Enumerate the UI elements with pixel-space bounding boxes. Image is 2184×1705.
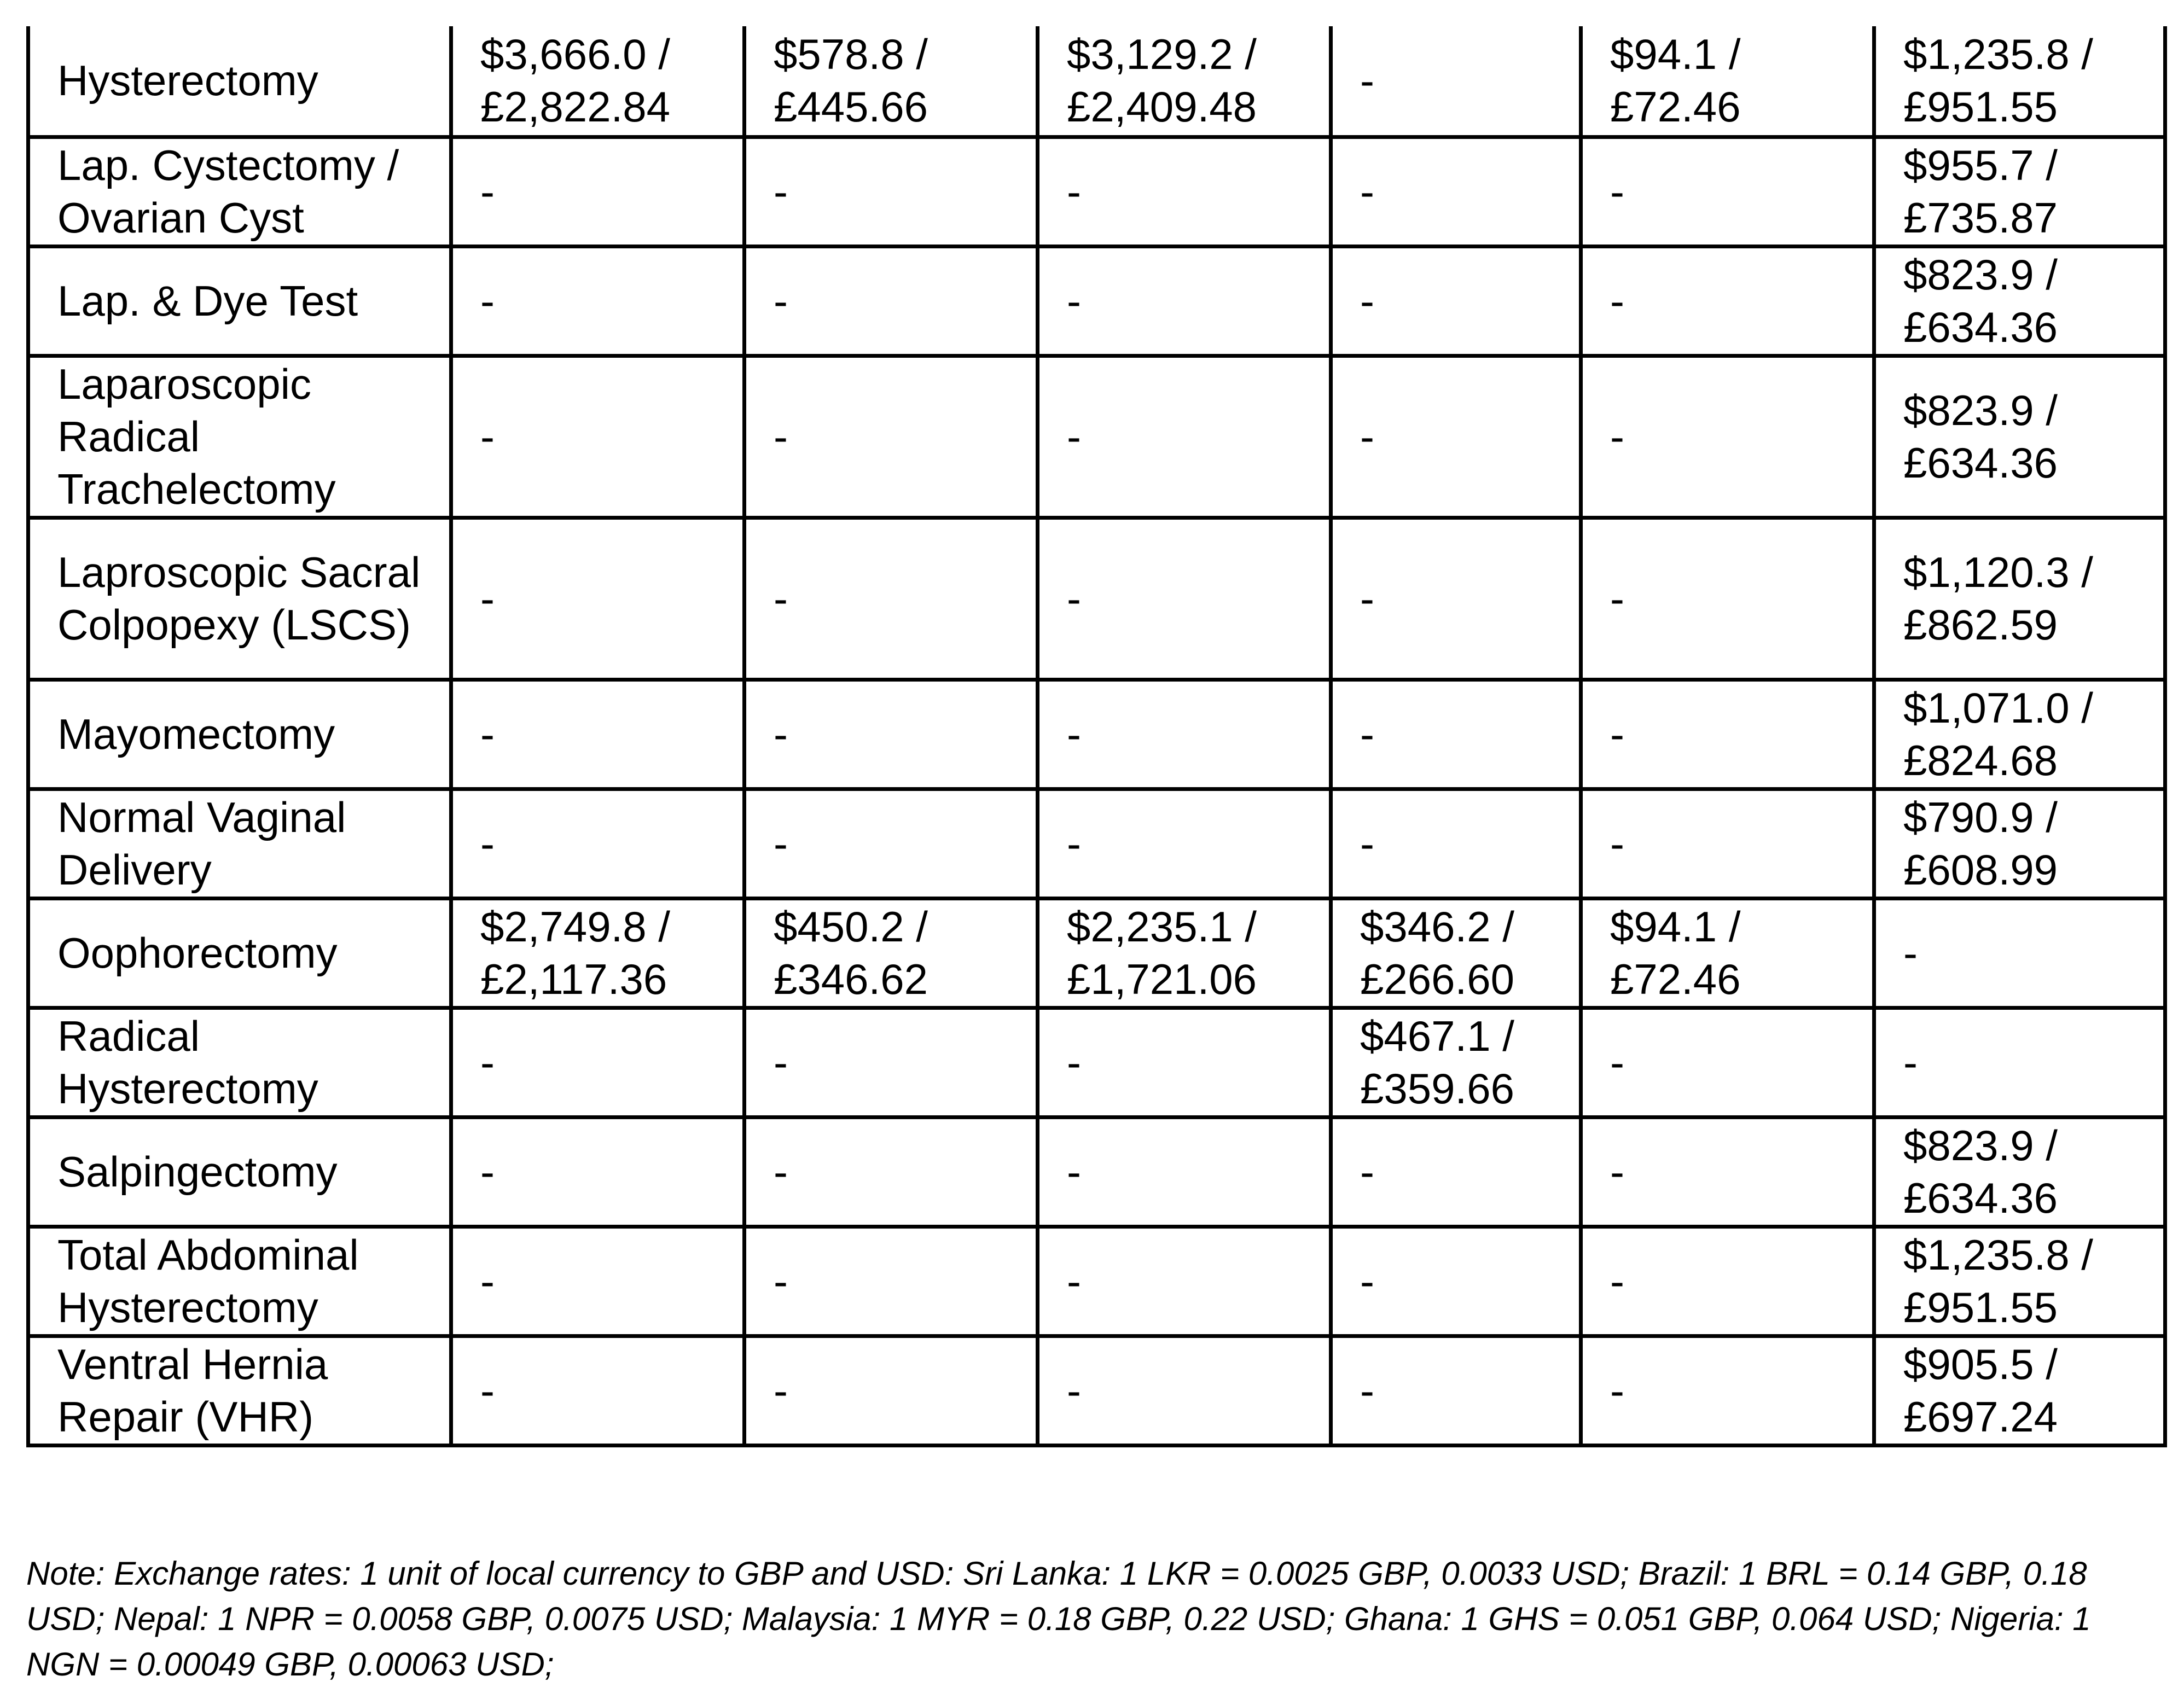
cost-cell: $1,235.8 / £951.55 [1874,1226,2165,1336]
cost-cell: $3,129.2 / £2,409.48 [1038,26,1331,137]
table-row [28,1117,2165,1226]
cost-cell: $1,235.8 / £951.55 [1874,26,2165,137]
cost-cell: - [745,246,1038,356]
cost-cell: - [745,1336,1038,1445]
cost-cell: - [451,517,745,679]
cost-cell: - [745,1117,1038,1226]
cost-cell: - [1038,356,1331,517]
cost-cell: - [1581,789,1874,898]
table-row [28,1226,2165,1336]
cost-cell: $823.9 / £634.36 [1874,1117,2165,1226]
cost-cell: - [451,1117,745,1226]
cost-cell: - [451,356,745,517]
table-row [28,789,2165,898]
cost-cell: - [1581,1117,1874,1226]
procedure-name: Lap. & Dye Test [28,246,451,356]
cost-cell: - [1331,356,1581,517]
cost-cell: - [1038,679,1331,789]
cost-cell: - [1581,1336,1874,1445]
table-row [28,898,2165,1008]
cost-cell: - [1038,1117,1331,1226]
cost-cell: - [1581,137,1874,246]
cost-cell: - [1581,1226,1874,1336]
procedure-name: Normal Vaginal Delivery [28,789,451,898]
table-body [28,26,2165,1445]
cost-cell: $94.1 / £72.46 [1581,26,1874,137]
cost-cell: - [1581,246,1874,356]
cost-cell: $955.7 / £735.87 [1874,137,2165,246]
table-row [28,356,2165,517]
cost-cell: - [1331,1117,1581,1226]
cost-cell: - [1038,137,1331,246]
cost-cell: - [1038,789,1331,898]
cost-cell: - [1874,898,2165,1008]
cost-cell: - [1038,1336,1331,1445]
procedure-name: Radical Hysterectomy [28,1008,451,1117]
cost-cell: - [1874,1008,2165,1117]
cost-cell: $1,120.3 / £862.59 [1874,517,2165,679]
cost-cell: - [1038,1226,1331,1336]
cost-cell: - [745,679,1038,789]
cost-cell: $790.9 / £608.99 [1874,789,2165,898]
cost-cell: - [1331,1226,1581,1336]
cost-cell: - [1331,26,1581,137]
cost-cell: - [451,137,745,246]
cost-cell: - [745,517,1038,679]
procedure-name: Oophorectomy [28,898,451,1008]
cost-cell: $905.5 / £697.24 [1874,1336,2165,1445]
cost-cell: $3,666.0 / £2,822.84 [451,26,745,137]
cost-cell: - [1331,246,1581,356]
cost-cell: - [745,1008,1038,1117]
cost-cell: - [1331,137,1581,246]
table-row [28,246,2165,356]
table-row [28,26,2165,137]
exchange-rate-note: Note: Exchange rates: 1 unit of local currency to GBP and USD: Sri Lanka: 1 LKR = 0.0025 GBP, 0.0033 USD; Brazil: 1 BRL = 0.14 GBP, 0.18 USD; Nepal: 1 NPR = 0.0058 GBP, 0.0075 USD; Malaysia: 1 MYR = 0.18 GBP, 0.22 USD; Ghana: 1 GHS = 0.051 GBP, 0.064 USD; Nigeria: 1 NGN = 0.00049 GBP, 0.00063 USD; [26,1555,2091,1683]
cost-cell: - [1038,246,1331,356]
cost-cell: - [451,789,745,898]
procedure-name: Hysterectomy [28,26,451,137]
cost-cell: $1,071.0 / £824.68 [1874,679,2165,789]
cost-cell: $467.1 / £359.66 [1331,1008,1581,1117]
cost-cell: $823.9 / £634.36 [1874,356,2165,517]
cost-cell: $578.8 / £445.66 [745,26,1038,137]
table-row [28,679,2165,789]
procedure-name: Laparoscopic Radical Trachelectomy [28,356,451,517]
cost-cell: - [451,246,745,356]
cost-cell: $346.2 / £266.60 [1331,898,1581,1008]
cost-cell: - [745,789,1038,898]
procedure-name: Salpingectomy [28,1117,451,1226]
procedure-name: Lap. Cystectomy / Ovarian Cyst [28,137,451,246]
cost-cell: - [1581,679,1874,789]
procedure-cost-table [26,26,2167,1447]
cost-cell: - [1038,517,1331,679]
cost-cell: - [1331,517,1581,679]
cost-cell: - [1331,789,1581,898]
procedure-name: Ventral Hernia Repair (VHR) [28,1336,451,1445]
cost-cell: - [745,1226,1038,1336]
cost-cell: - [745,137,1038,246]
cost-cell: $450.2 / £346.62 [745,898,1038,1008]
cost-cell: - [745,356,1038,517]
cost-cell: - [451,1336,745,1445]
cost-cell: - [1331,1336,1581,1445]
cost-cell: - [451,679,745,789]
table-row [28,1336,2165,1445]
cost-cell: $823.9 / £634.36 [1874,246,2165,356]
procedure-name: Mayomectomy [28,679,451,789]
cost-cell: - [451,1008,745,1117]
procedure-name: Laproscopic Sacral Colpopexy (LSCS) [28,517,451,679]
cost-cell: - [1581,1008,1874,1117]
cost-cell: $2,235.1 / £1,721.06 [1038,898,1331,1008]
cost-cell: $2,749.8 / £2,117.36 [451,898,745,1008]
cost-cell: - [1331,679,1581,789]
table-row [28,517,2165,679]
table-row [28,1008,2165,1117]
cost-cell: - [1581,356,1874,517]
table-row [28,137,2165,246]
procedure-name: Total Abdominal Hysterectomy [28,1226,451,1336]
cost-cell: - [451,1226,745,1336]
cost-cell: - [1581,517,1874,679]
cost-cell: - [1038,1008,1331,1117]
cost-cell: $94.1 / £72.46 [1581,898,1874,1008]
